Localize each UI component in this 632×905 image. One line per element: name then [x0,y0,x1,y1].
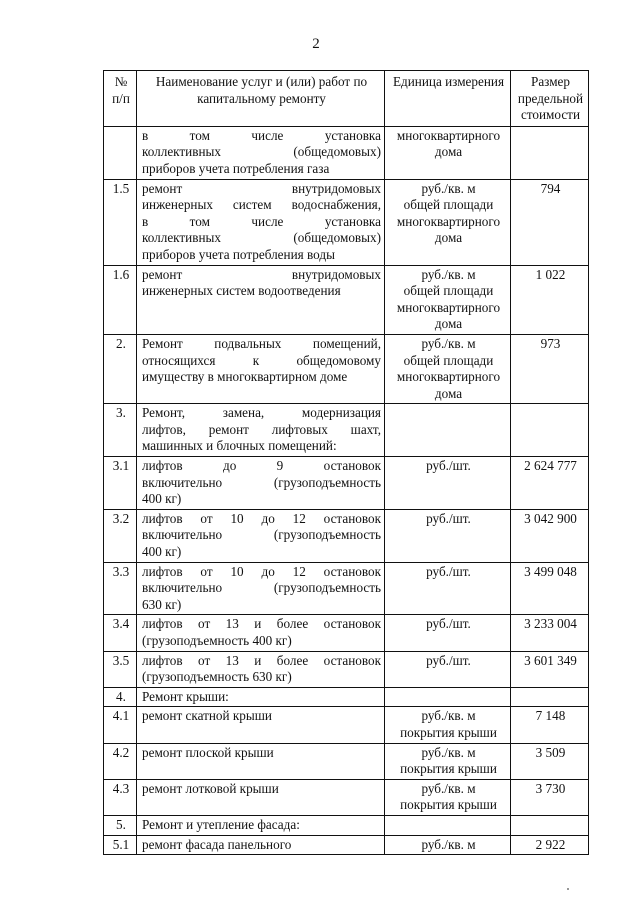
service-name-cell [137,404,385,457]
unit-cell [385,126,511,179]
table-row [104,179,589,265]
unit-cell [385,457,511,510]
service-name-cell [137,779,385,815]
table-row [104,651,589,687]
unit-cell [385,615,511,651]
scan-speck [567,888,569,890]
max-cost-cell [511,687,589,707]
max-cost-cell: 794 [511,179,589,265]
service-name-line: Ремонт, замена, модернизация [142,405,381,421]
service-name-line: лифтов от 13 и более остановок [142,616,381,632]
unit-line: руб./шт. [426,458,471,474]
row-number: 5. [104,815,137,835]
row-number: 3.5 [104,651,137,687]
header-service-name: Наименование услуг и (или) работ по капитальному ремонту [137,71,385,127]
unit-line: общей площади [403,197,494,213]
service-name-cell [137,457,385,510]
service-name-cell [137,687,385,707]
unit-line: руб./кв. м [421,708,476,724]
header-max-cost: Размер предельной стоимости [511,71,589,127]
table-row [104,126,589,179]
table-row [104,707,589,743]
max-cost-cell: 3 509 [511,743,589,779]
unit-line: многоквартирного [396,299,501,315]
header-number: № п/п [104,71,137,127]
table-row [104,265,589,334]
service-name-cell [137,265,385,334]
service-name-line: инженерных систем водоснабжения, [142,197,381,213]
unit-cell [385,687,511,707]
service-name-cell [137,179,385,265]
service-name-line: инженерных систем водоотведения [142,283,341,299]
unit-cell [385,743,511,779]
service-name-line: 630 кг) [142,596,182,612]
service-name-line: имуществу в многоквартирном доме [142,369,348,385]
unit-cell [385,779,511,815]
row-number: 3.4 [104,615,137,651]
table-row [104,334,589,403]
services-cost-table [103,70,589,855]
unit-line: многоквартирного [396,213,501,229]
unit-line: руб./кв. м [421,836,476,852]
row-number [104,126,137,179]
unit-cell [385,509,511,562]
max-cost-cell: 2 624 777 [511,457,589,510]
unit-line: руб./кв. м [421,180,476,196]
service-name-cell [137,509,385,562]
service-name-line: коллективных (общедомовых) [142,144,381,160]
service-name-line: ремонт фасада панельного [142,836,292,852]
table-row [104,779,589,815]
service-name-cell [137,835,385,855]
max-cost-cell: 3 233 004 [511,615,589,651]
unit-line: руб./кв. м [421,780,476,796]
service-name-line: 400 кг) [142,491,182,507]
service-name-line: включительно (грузоподъемность [142,580,381,596]
table-body [104,126,589,854]
service-name-cell [137,334,385,403]
row-number: 5.1 [104,835,137,855]
unit-line: многоквартирного [396,369,501,385]
unit-cell [385,179,511,265]
table-row [104,404,589,457]
service-name-line: приборов учета потребления воды [142,246,335,262]
service-name-line: лифтов до 9 остановок [142,458,381,474]
table-row [104,509,589,562]
table-row [104,457,589,510]
service-name-line: включительно (грузоподъемность [142,474,381,490]
service-name-cell [137,615,385,651]
table-header-row [104,71,589,127]
max-cost-cell: 3 730 [511,779,589,815]
unit-line: общей площади [403,283,494,299]
unit-cell [385,707,511,743]
service-name-line: в том числе установка [142,213,381,229]
max-cost-cell: 7 148 [511,707,589,743]
unit-line: дома [434,230,463,246]
unit-cell [385,265,511,334]
max-cost-cell [511,815,589,835]
row-number: 1.6 [104,265,137,334]
max-cost-cell: 3 042 900 [511,509,589,562]
row-number: 4.2 [104,743,137,779]
max-cost-cell: 1 022 [511,265,589,334]
max-cost-cell: 2 922 [511,835,589,855]
unit-line: общей площади [403,352,494,368]
service-name-line: Ремонт подвальных помещений, [142,335,381,351]
unit-line: дома [434,144,463,160]
row-number: 3.2 [104,509,137,562]
unit-line: руб./шт. [426,652,471,668]
unit-line: покрытия крыши [400,724,497,740]
service-name-cell [137,743,385,779]
header-unit: Единица измерения [385,71,511,127]
service-name-line: приборов учета потребления газа [142,160,330,176]
service-name-line: ремонт внутридомовых [142,180,381,196]
unit-line: руб./кв. м [421,335,476,351]
unit-cell [385,835,511,855]
service-name-line: машинных и блочных помещений: [142,438,337,454]
service-name-line: ремонт внутридомовых [142,266,381,282]
max-cost-cell: 3 499 048 [511,562,589,615]
table-row [104,743,589,779]
service-name-cell [137,815,385,835]
max-cost-cell [511,404,589,457]
service-name-line: (грузоподъемность 400 кг) [142,633,292,648]
row-number: 3. [104,404,137,457]
table-row [104,615,589,651]
page-number: 2 [312,36,320,52]
service-name-line: ремонт плоской крыши [142,744,274,760]
service-name-cell [137,651,385,687]
max-cost-cell: 3 601 349 [511,651,589,687]
service-name-line: (грузоподъемность 630 кг) [142,669,292,685]
unit-cell [385,334,511,403]
service-name-line: в том числе установка [142,127,381,143]
unit-line: дома [434,316,463,332]
service-name-line: лифтов от 10 до 12 остановок [142,563,381,579]
row-number: 1.5 [104,179,137,265]
row-number: 3.1 [104,457,137,510]
service-name-cell [137,707,385,743]
service-name-line: относящихся к общедомовому [142,352,381,368]
unit-line: покрытия крыши [400,797,497,813]
unit-line: руб./шт. [426,616,471,632]
service-name-line: Ремонт крыши: [142,688,229,704]
service-name-line: 400 кг) [142,544,182,560]
service-name-line: ремонт скатной крыши [142,708,272,724]
table-row [104,687,589,707]
service-name-line: коллективных (общедомовых) [142,230,381,246]
unit-line: руб./шт. [426,563,471,579]
unit-cell [385,815,511,835]
table-row [104,562,589,615]
service-name-cell [137,562,385,615]
row-number: 4.1 [104,707,137,743]
unit-cell [385,562,511,615]
max-cost-cell: 973 [511,334,589,403]
unit-line: многоквартирного [396,127,501,143]
service-name-cell [137,126,385,179]
row-number: 3.3 [104,562,137,615]
unit-line: покрытия крыши [400,761,497,777]
table-row [104,815,589,835]
unit-line: руб./кв. м [421,744,476,760]
row-number: 4.3 [104,779,137,815]
max-cost-cell [511,126,589,179]
row-number: 2. [104,334,137,403]
unit-cell [385,651,511,687]
service-name-line: включительно (грузоподъемность [142,527,381,543]
unit-line: руб./шт. [426,510,471,526]
row-number: 4. [104,687,137,707]
unit-cell [385,404,511,457]
unit-line: дома [434,385,463,401]
service-name-line: ремонт лотковой крыши [142,780,279,796]
service-name-line: лифтов, ремонт лифтовых шахт, [142,421,381,437]
service-name-line: Ремонт и утепление фасада: [142,816,300,832]
unit-line: руб./кв. м [421,266,476,282]
table-row [104,835,589,855]
service-name-line: лифтов от 13 и более остановок [142,652,381,668]
service-name-line: лифтов от 10 до 12 остановок [142,510,381,526]
